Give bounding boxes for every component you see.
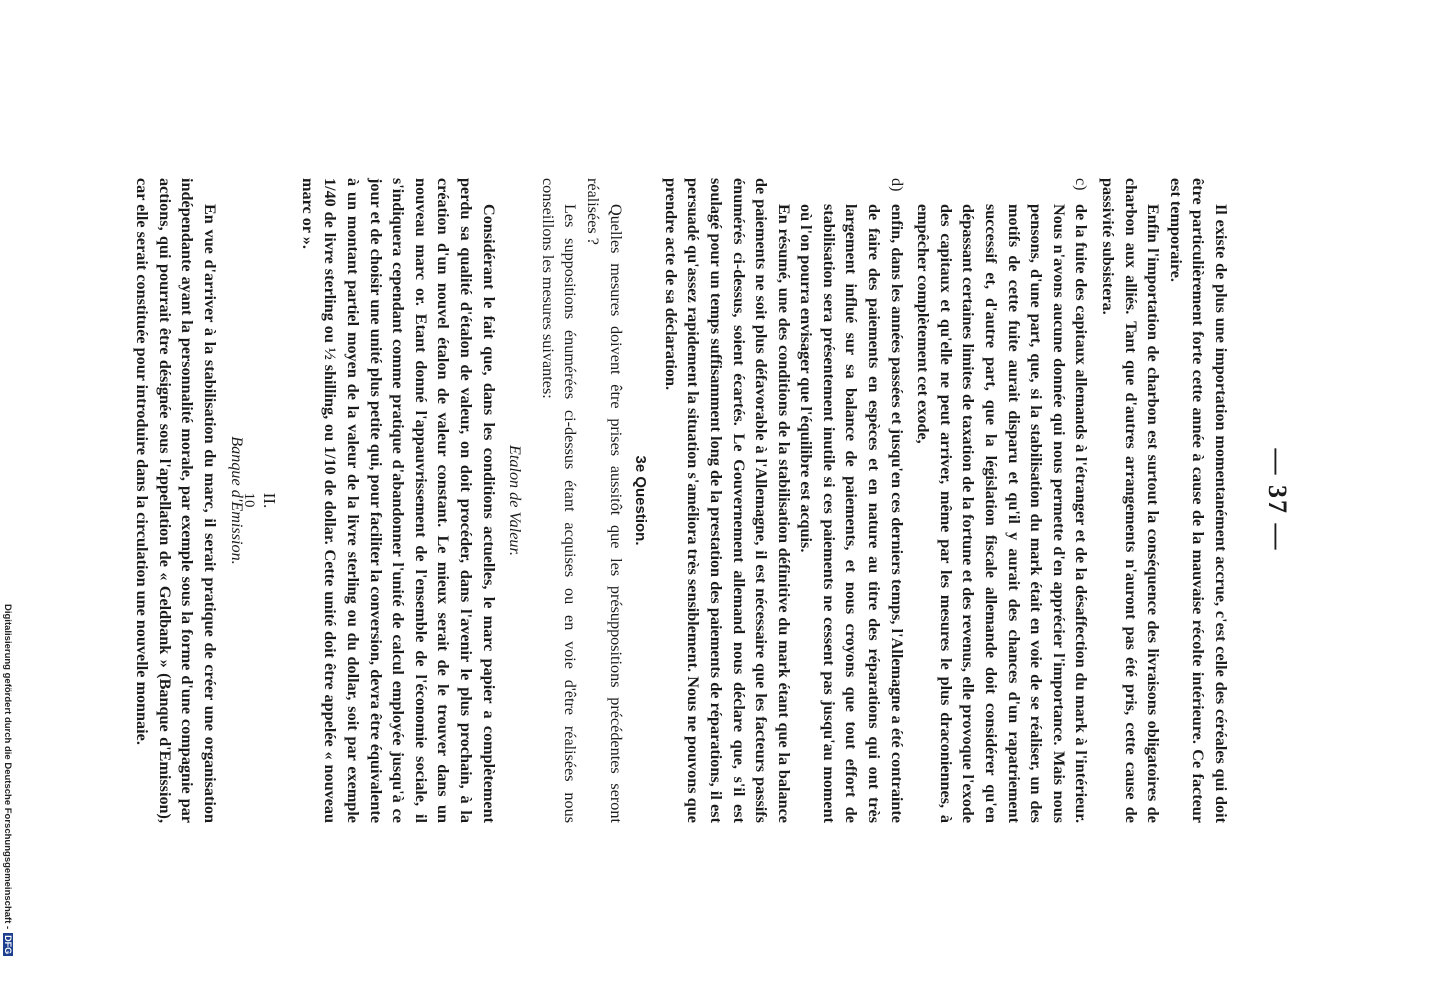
page-number: — 37 — [1263, 448, 1292, 552]
list-item-d [795, 178, 908, 823]
section-title-banque: Banque d'Emission. [227, 436, 246, 565]
paragraph: Les suppositions énumérées ci-dessus étant acquises ou en voie d'être réalisées nous conseillons les mesures suivantes: [538, 178, 580, 823]
paragraph: Considérant le fait que, dans les conditions actuelles, le marc papier a complètement perdu sa qualité d'étalon de valeur, on doit procéder, dans l'avenir le plus prochain, à la création d'un nouvel étalon de valeur constant. Le mieux serait de le trouver dans un nouveau marc or. Etant donné l'appauvrissement de l'ensemble de l'économie sociale, il s'indiquera cependant comme pratique d'abandonner l'unité de calcul employée jusqu'à ce jour et de choisir une unité plus petite qui, pour faciliter la conversion, devra être équivalente à un montant partiel moyen de la valeur de la livre sterling ou du dollar, soit par exemple 1/40 de livre sterling ou ½ shilling, ou 1/10 de dollar. Cette unité doit être appelée « nouveau marc or ». [298, 178, 498, 823]
digitization-credit [0, 604, 16, 1000]
dfg-logo-icon: DFG [3, 935, 13, 955]
list-text: enfin, dans les années passées et jusqu'en ces derniers temps, l'Allemagne a été contrainte de faire des paiements en espèces et en nature au titre des réparations qui ont très largement influé sur sa balance de paiements, et nous croyons que tout effort de stabilisation sera présentement inutile si ces paiements ne cessent pas jusqu'au moment où l'on pourra envisager que l'équilibre est acquis. [797, 204, 906, 823]
paragraph: En résumé, une des conditions de la stabilisation définitive du mark étant que la balance de paiements ne soit plus défavorable à l'Allemagne, il est nécessaire que les facteurs passifs énumérés ci-dessus, soient écartés. Le Gouvernement allemand nous déclare que, s'il est soulagé pour un temps suffisamment long de la prestation des paiements de réparations, il est persuadé qu'assez rapidement la situation s'améliora très sensiblement. Nous ne pouvons que prendre acte de sa déclaration. [661, 178, 793, 823]
paragraph: En vue d'arriver à la stabilisation du marc, il serait pratique de créer une organisation indépendante ayant la personnalité morale, par exemple sous la forme d'une compagnie par actions, qui pourrait être désignée sous l'appellation de « Geldbank » (Banque d'Emission), car elle serait constituée pour introduire dans la circulation une nouvelle monnaie. [133, 178, 220, 823]
credit-text: Digitalisierung gefördert durch die Deutsche Forschungsgemeinschaft - [2, 604, 14, 930]
section-number: II. [260, 492, 280, 509]
question-text: Quelles mesures doivent être prises aussitôt que les présuppositions précédentes seront réalisées ? [583, 178, 625, 823]
section-title-etalon: Etalon de Valeur. [506, 444, 525, 557]
paragraph: Il existe de plus une importation momentanément accrue, c'est celle des céréales qui doit être particulièrement forte cette année à cause de la mauvaise récolte intérieure. Ce facteur est temporaire. [1166, 178, 1230, 823]
list-label: d) [887, 178, 906, 192]
list-label: c) [1072, 178, 1091, 191]
question-heading: 3e Question. [632, 455, 650, 546]
footer-number: 10 [241, 492, 257, 508]
list-text: de la fuite des capitaux allemands à l'étranger et de la désaffection du mark à l'intérieur. Nous n'avons aucune donnée qui nous permette d'en apprécier l'importance. Mais nous pensons, d'une part, que, si la stabilisation du mark était en voie de se réaliser, un des motifs de cette fuite aurait disparu et qu'il y aurait des chances d'un rapatriement successif et, d'autre part, que la législation fiscale allemande doit considérer qu'en dépassant certaines limites de taxation de la fortune et des revenus, elle provoque l'exode des capitaux et qu'elle ne peut arriver, même par les mesures le plus draconiennes, à empêcher complètement cet exode, [914, 204, 1091, 823]
list-item-c [912, 178, 1093, 823]
paragraph: Enfin l'importation de charbon est surtout la conséquence des livraisons obligatoires de charbon aux alliés. Tant que d'autres arrangements n'auront pas été pris, cette cause de passivité subsistera. [1099, 178, 1163, 823]
scanned-page [67, 50, 1367, 950]
body-text [131, 178, 1232, 823]
